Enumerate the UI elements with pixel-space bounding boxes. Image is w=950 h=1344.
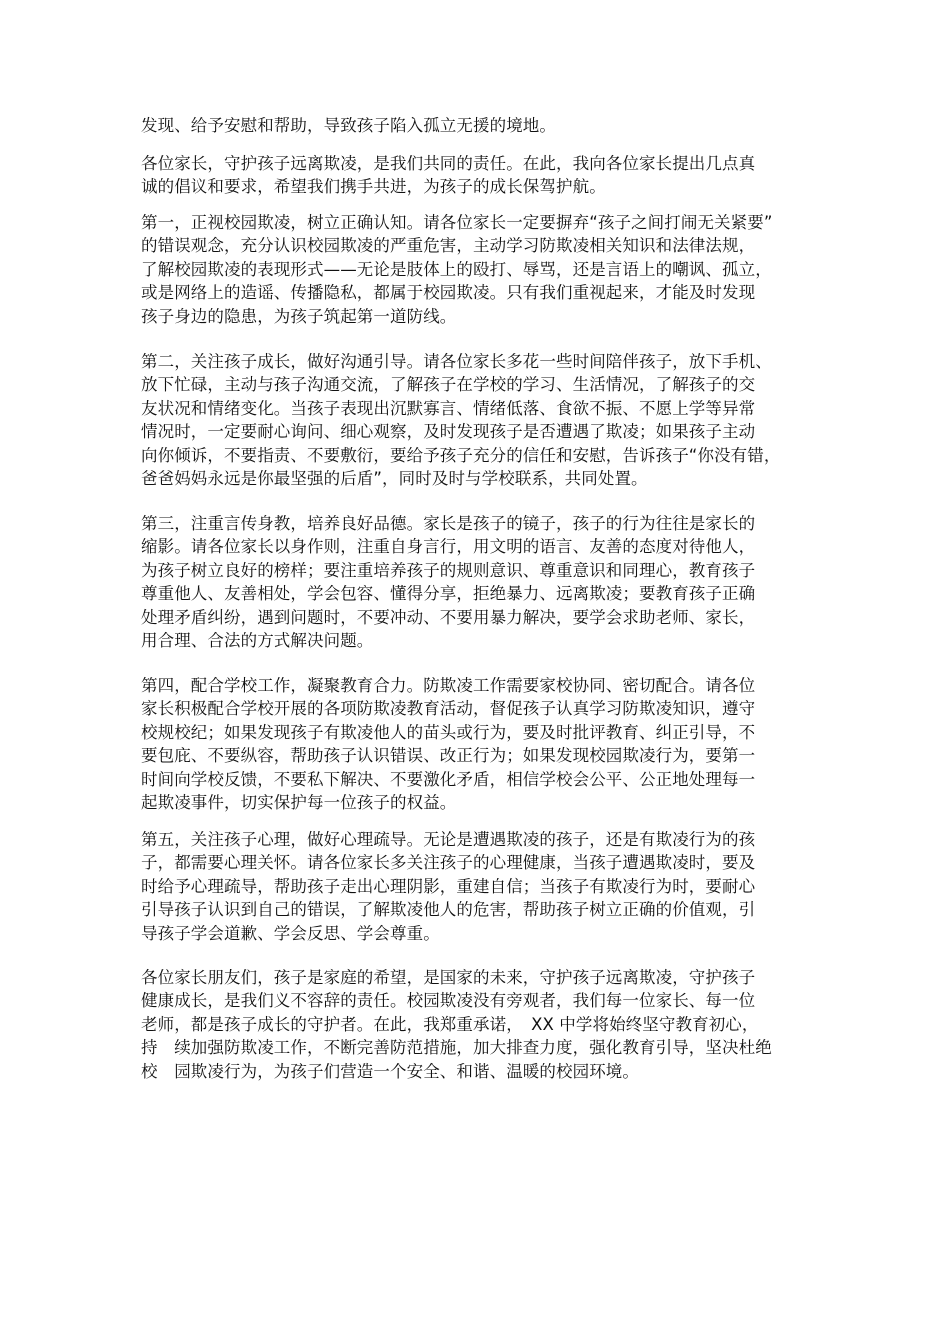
text-line: 了解校园欺凌的表现形式——无论是肢体上的殴打、辱骂，还是言语上的嘲讽、孤立，: [141, 259, 772, 279]
text-line: 为孩子树立良好的榜样；要注重培养孩子的规则意识、尊重意识和同理心，教育孩子: [141, 560, 756, 580]
text-line: 家长积极配合学校开展的各项防欺凌教育活动，督促孩子认真学习防欺凌知识，遵守: [141, 699, 756, 719]
text-line: 发现、给予安慰和帮助，导致孩子陷入孤立无援的境地。: [141, 116, 556, 135]
paragraph-fourth-proposal: [141, 674, 821, 814]
text-line: 第四，配合学校工作，凝聚教育合力。防欺凌工作需要家校协同、密切配合。请各位: [141, 676, 756, 695]
text-line: 导孩子学会道歉、学会反思、学会尊重。: [141, 923, 440, 943]
text-line: 老师，都是孩子成长的守护者。在此，我郑重承诺， XX 中学将始终坚守教育初心，: [141, 1014, 759, 1034]
text-line: 第五，关注孩子心理，做好心理疏导。无论是遭遇欺凌的孩子，还是有欺凌行为的孩: [141, 830, 756, 849]
text-line: 时给予心理疏导，帮助孩子走出心理阴影，重建自信；当孩子有欺凌行为时，要耐心: [141, 876, 756, 896]
paragraph-responsibility: [141, 152, 821, 199]
text-line: 向你倾诉，不要指责、不要敷衍，要给予孩子充分的信任和安慰，告诉孩子“你没有错，: [141, 445, 781, 465]
text-line: 时间向学校反馈，不要私下解决、不要激化矛盾，相信学校会公平、公正地处理每一: [141, 769, 756, 789]
text-line: 第二，关注孩子成长，做好沟通引导。请各位家长多花一些时间陪伴孩子，放下手机、: [141, 352, 772, 371]
text-line: 用合理、合法的方式解决问题。: [141, 631, 374, 651]
text-line: 情况时，一定要耐心询问、细心观察，及时发现孩子是否遭遇了欺凌；如果孩子主动: [141, 422, 756, 442]
text-line: 缩影。请各位家长以身作则，注重自身言行，用文明的语言、友善的态度对待他人，: [141, 537, 756, 557]
text-line: 校 园欺凌行为，为孩子们营造一个安全、和谐、温暖的校园环境。: [141, 1061, 639, 1081]
text-line: 第三，注重言传身教，培养良好品德。家长是孩子的镜子，孩子的行为往往是家长的: [141, 514, 756, 533]
text-line: 尊重他人、友善相处，学会包容、懂得分享，拒绝暴力、远离欺凌；要教育孩子正确: [141, 584, 756, 604]
text-line: 起欺凌事件，切实保护每一位孩子的权益。: [141, 793, 457, 813]
text-line: 友状况和情绪变化。当孩子表现出沉默寡言、情绪低落、食欲不振、不愿上学等异常: [141, 398, 756, 418]
text-line: 子，都需要心理关怀。请各位家长多关注孩子的心理健康，当孩子遭遇欺凌时，要及: [141, 853, 756, 873]
text-line: 爸爸妈妈永远是你最坚强的后盾”，同时及时与学校联系，共同处置。: [141, 469, 648, 489]
paragraph-fifth-proposal: [141, 828, 821, 945]
text-line: 持 续加强防欺凌工作，不断完善防范措施，加大排查力度，强化教育引导，坚决杜绝: [141, 1038, 772, 1058]
text-line: 或是网络上的造谣、传播隐私，都属于校园欺凌。只有我们重视起来，才能及时发现: [141, 283, 756, 303]
text-line: 各位家长朋友们，孩子是家庭的希望，是国家的未来，守护孩子远离欺凌，守护孩子: [141, 968, 756, 987]
text-line: 各位家长，守护孩子远离欺凌，是我们共同的责任。在此，我向各位家长提出几点真: [141, 154, 756, 173]
text-line: 处理矛盾纠纷，遇到问题时，不要冲动、不要用暴力解决，要学会求助老师、家长，: [141, 607, 756, 627]
paragraph-closing: [141, 966, 821, 1083]
text-line: 健康成长，是我们义不容辞的责任。校园欺凌没有旁观者，我们每一位家长、每一位: [141, 991, 756, 1011]
paragraph-intro-end: [141, 114, 821, 137]
text-line: 放下忙碌，主动与孩子沟通交流，了解孩子在学校的学习、生活情况，了解孩子的交: [141, 375, 756, 395]
paragraph-first-proposal: [141, 211, 821, 328]
text-line: 第一，正视校园欺凌，树立正确认知。请各位家长一定要摒弃“孩子之间打闹无关紧要”: [141, 213, 773, 232]
paragraph-third-proposal: [141, 512, 821, 652]
text-line: 引导孩子认识到自己的错误，了解欺凌他人的危害，帮助孩子树立正确的价值观，引: [141, 900, 756, 920]
text-line: 校规校纪；如果发现孩子有欺凌他人的苗头或行为，要及时批评教育、纠正引导，不: [141, 722, 756, 742]
text-line: 诚的倡议和要求，希望我们携手共进，为孩子的成长保驾护航。: [141, 177, 606, 197]
text-line: 要包庇、不要纵容，帮助孩子认识错误、改正行为；如果发现校园欺凌行为，要第一: [141, 746, 756, 766]
text-line: 孩子身边的隐患，为孩子筑起第一道防线。: [141, 306, 457, 326]
paragraph-second-proposal: [141, 350, 821, 490]
text-line: 的错误观念，充分认识校园欺凌的严重危害，主动学习防欺凌相关知识和法律法规，: [141, 236, 756, 256]
